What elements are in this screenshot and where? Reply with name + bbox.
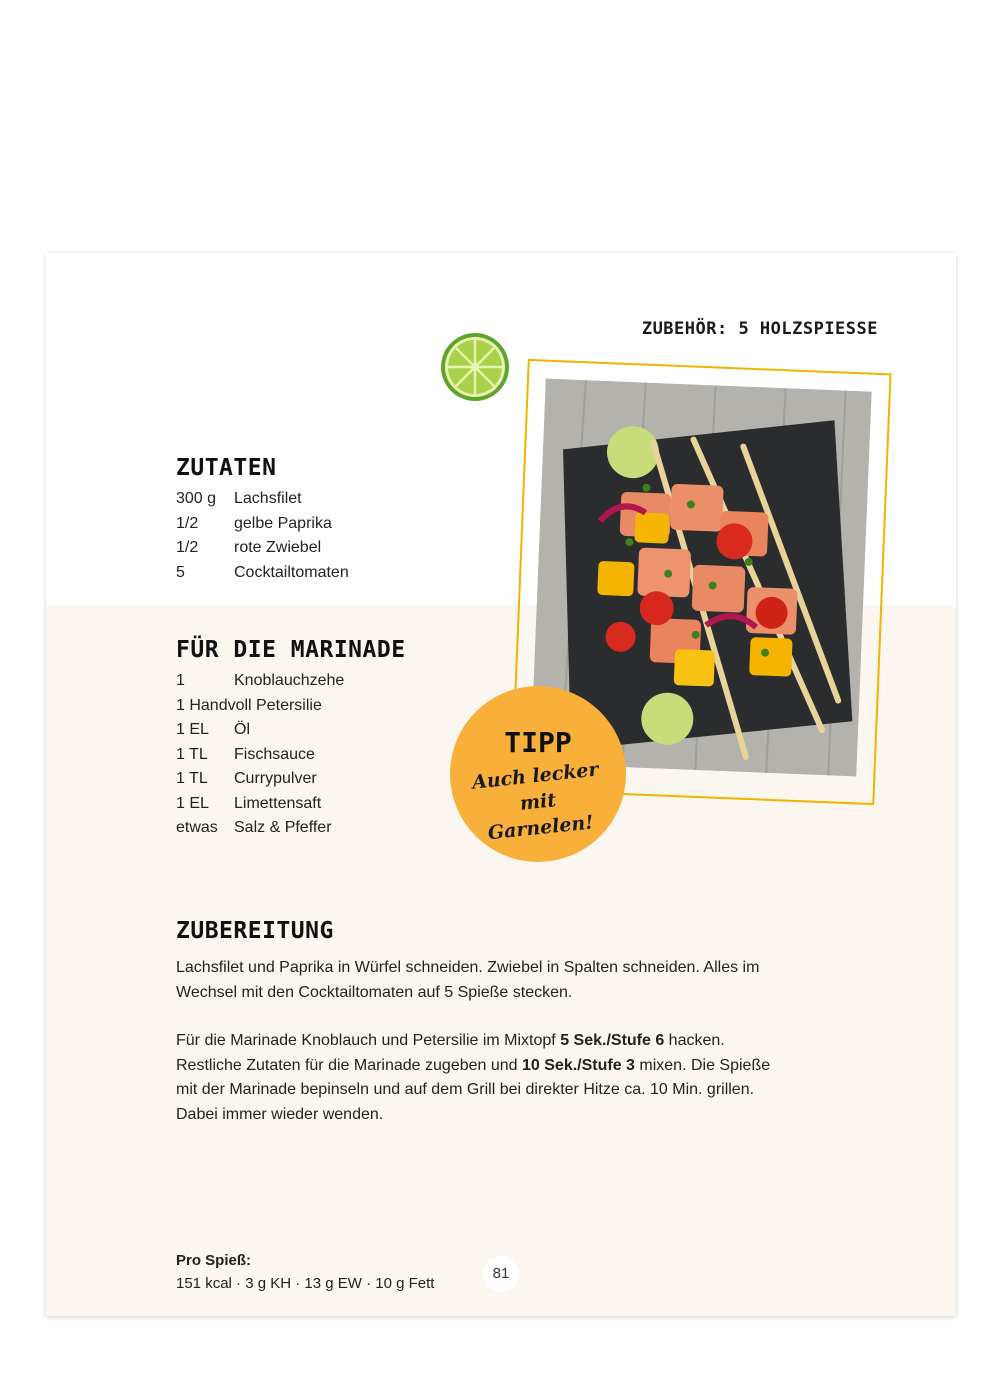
tip-badge bbox=[450, 686, 626, 862]
list-item: 1 TL Fischsauce bbox=[176, 745, 315, 763]
nutrition-label: Pro Spieß: bbox=[176, 1252, 252, 1269]
list-item: etwas Salz & Pfeffer bbox=[176, 819, 332, 836]
preparation-step-2: Für die Marinade Knoblauch und Petersilie im Mixtopf 5 Sek./Stufe 6 hacken. Restliche Zutaten für die Marinade zugeben und 10 Sek./Stufe 3 mixen. Die Spieße mit der Marinade bepinseln und auf dem Grill bei direkter Hitze ca. 10 Min. grillen. Dabei immer wieder wenden. bbox=[176, 1032, 771, 1123]
marinade-heading: FÜR DIE MARINADE bbox=[176, 637, 406, 663]
preparation-heading: ZUBEREITUNG bbox=[176, 918, 334, 944]
preparation-step-1: Lachsfilet und Paprika in Würfel schneiden. Zwiebel in Spalten schneiden. Alles im Wechsel mit den Cocktailtomaten auf 5 Spieße stecken. bbox=[176, 959, 760, 1001]
preparation-text bbox=[176, 956, 776, 1151]
lime-slice-icon bbox=[439, 331, 511, 403]
accessory-note: ZUBEHÖR: 5 HOLZSPIESSE bbox=[641, 319, 878, 339]
ingredients-list bbox=[176, 487, 349, 585]
nutrition-info bbox=[176, 1249, 434, 1295]
list-item: 1/2 rote Zwiebel bbox=[176, 539, 322, 556]
list-item: 1 Knoblauchzehe bbox=[176, 672, 345, 689]
nutrition-values: 151 kcal · 3 g KH · 13 g EW · 10 g Fett bbox=[176, 1275, 435, 1292]
list-item: 5 Cocktailtomaten bbox=[176, 563, 349, 581]
ingredients-heading: ZUTATEN bbox=[176, 455, 277, 481]
page-number: 81 bbox=[483, 1256, 519, 1292]
recipe-page bbox=[46, 253, 956, 1316]
list-item: 1/2 gelbe Paprika bbox=[176, 514, 332, 532]
list-item: 1 EL Limettensaft bbox=[176, 794, 322, 812]
marinade-list bbox=[176, 669, 344, 841]
tip-text: Auch lecker mit Garnelen! bbox=[471, 758, 600, 845]
tip-title: TIPP bbox=[504, 726, 572, 759]
list-item: 1 Handvoll Petersilie bbox=[176, 696, 322, 714]
list-item: 300 g Lachsfilet bbox=[176, 490, 302, 507]
list-item: 1 TL Currypulver bbox=[176, 770, 317, 787]
list-item: 1 EL Öl bbox=[176, 721, 250, 738]
